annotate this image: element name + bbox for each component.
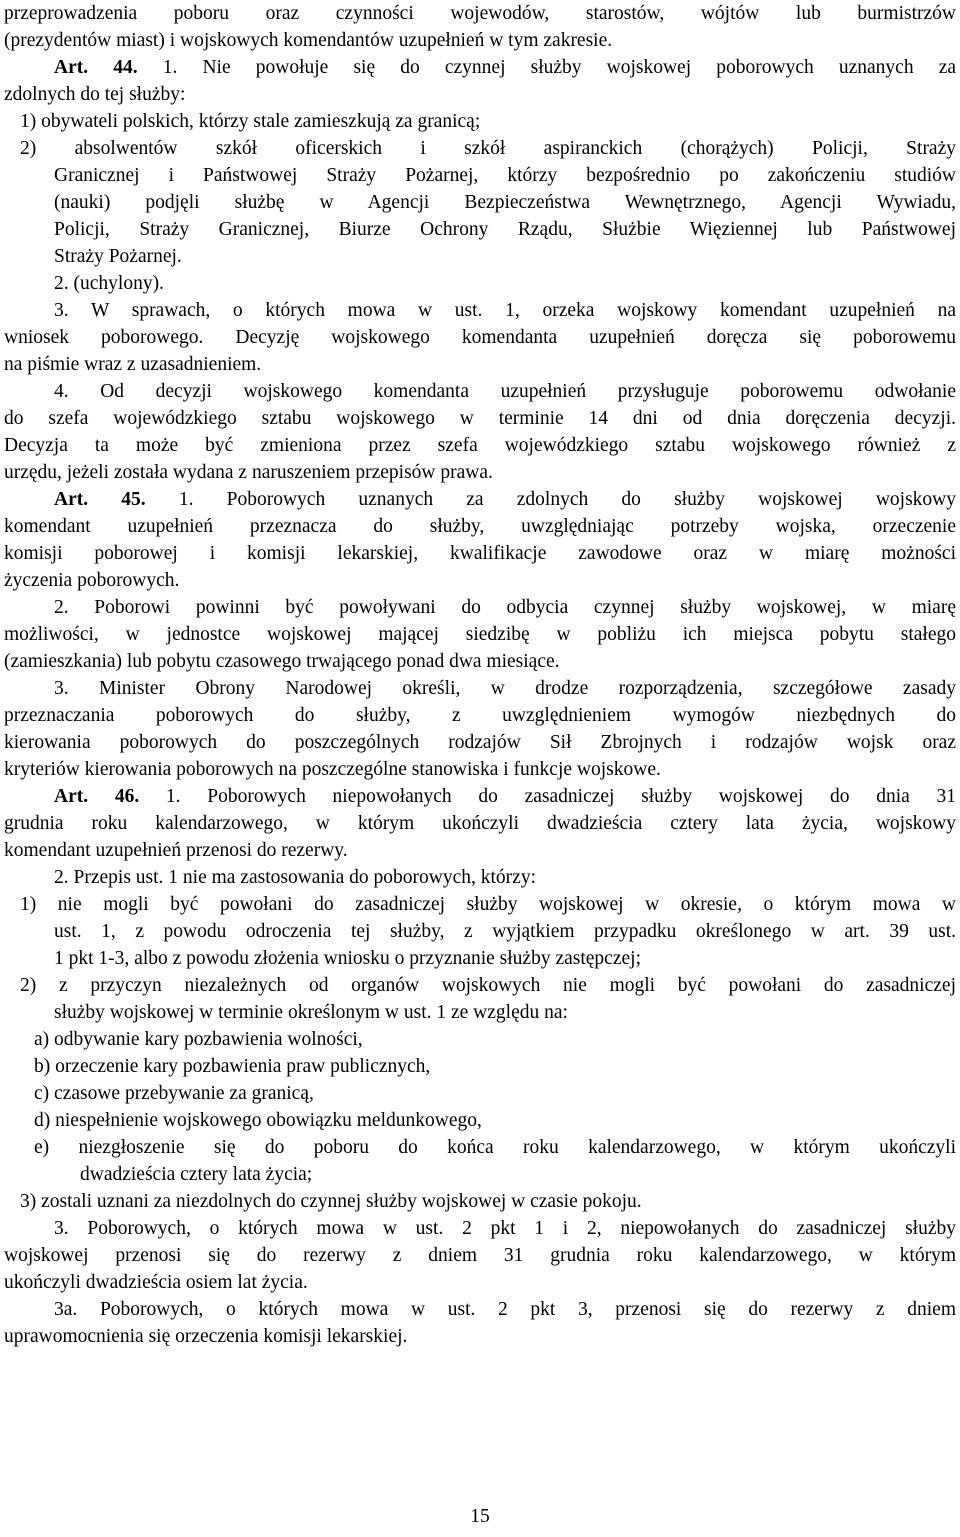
text-line: komisji poborowej i komisji lekarskiej, kwalifikacje zawodowe oraz w miarę możności — [4, 543, 956, 564]
text-line: Decyzja ta może być zmieniona przez szefa wojewódzkiego sztabu wojskowego również z — [4, 435, 956, 456]
text-line: (zamieszkania) lub pobytu czasowego trwającego ponad dwa miesiące. — [4, 651, 560, 672]
text-line: życzenia poborowych. — [4, 570, 180, 591]
text-line: wojskowej przenosi się do rezerwy z dniem 31 grudnia roku kalendarzowego, w którym — [4, 1245, 956, 1266]
text-line: uprawomocnienia się orzeczenia komisji lekarskiej. — [4, 1326, 408, 1347]
text-line: 4. Od decyzji wojskowego komendanta uzupełnień przysługuje poborowemu odwołanie — [54, 381, 956, 402]
list-item: 1) nie mogli być powołani do zasadniczej służby wojskowej w okresie, o którym mowa w — [20, 894, 956, 915]
text-line: kryteriów kierowania poborowych na poszczególne stanowiska i funkcje wojskowe. — [4, 759, 661, 780]
list-item-continuation: 1 pkt 1-3, albo z powodu złożenia wniosku o przyznanie służby zastępczej; — [54, 948, 641, 969]
list-item-continuation: ust. 1, z powodu odroczenia tej służby, z wyjątkiem przypadku określonego w art. 39 ust. — [54, 921, 956, 942]
article-number: Art. 45. — [54, 489, 146, 510]
list-item: 3) zostali uznani za niezdolnych do czynnej służby wojskowej w czasie pokoju. — [20, 1191, 642, 1212]
text-line: komendant uzupełnień przenosi do rezerwy. — [4, 840, 348, 861]
text-line: 2. (uchylony). — [54, 273, 164, 294]
text-line: Granicznej i Państwowej Straży Pożarnej, którzy bezpośrednio po zakończeniu studiów — [54, 165, 956, 186]
text-line: 3a. Poborowych, o których mowa w ust. 2 pkt 3, przenosi się do rezerwy z dniem — [54, 1299, 956, 1320]
text-line: 2. Poborowi powinni być powoływani do odbycia czynnej służby wojskowej, w miarę — [54, 597, 956, 618]
text-line: zdolnych do tej służby: — [4, 84, 186, 105]
text-line: do szefa wojewódzkiego sztabu wojskowego w terminie 14 dni od dnia doręczenia decyzji. — [4, 408, 956, 429]
text-line: możliwości, w jednostce wojskowej mającej siedzibę w pobliżu ich miejsca pobytu stałego — [4, 624, 956, 645]
text-line: na piśmie wraz z uzasadnieniem. — [4, 354, 262, 375]
text-line: 3. Poborowych, o których mowa w ust. 2 pkt 1 i 2, niepowołanych do zasadniczej służby — [54, 1218, 956, 1239]
sub-list-item-continuation: dwadzieścia cztery lata życia; — [80, 1164, 313, 1185]
text-line: grudnia roku kalendarzowego, w którym ukończyli dwadzieścia cztery lata życia, wojskowy — [4, 813, 956, 834]
text-line: (prezydentów miast) i wojskowych komendantów uzupełnień w tym zakresie. — [4, 30, 613, 51]
text-line: komendant uzupełnień przeznacza do służby, uwzględniając potrzeby wojska, orzeczenie — [4, 516, 956, 537]
text-line: ukończyli dwadzieścia osiem lat życia. — [4, 1272, 308, 1293]
text-line: Straży Pożarnej. — [54, 246, 182, 267]
text-line: Policji, Straży Granicznej, Biurze Ochrony Rządu, Służbie Więziennej lub Państwowej — [54, 219, 956, 240]
text-line: 3. W sprawach, o których mowa w ust. 1, orzeka wojskowy komendant uzupełnień na — [54, 300, 956, 321]
sub-list-item: b) orzeczenie kary pozbawienia praw publicznych, — [34, 1056, 431, 1077]
article-number: Art. 44. — [54, 57, 138, 78]
sub-list-item: d) niespełnienie wojskowego obowiązku meldunkowego, — [34, 1110, 482, 1131]
sub-list-item: c) czasowe przebywanie za granicą, — [34, 1083, 314, 1104]
list-item-continuation: służby wojskowej w terminie określonym w ust. 1 ze względu na: — [54, 1002, 568, 1023]
sub-list-item: a) odbywanie kary pozbawienia wolności, — [34, 1029, 363, 1050]
text-line: kierowania poborowych do poszczególnych rodzajów Sił Zbrojnych i rodzajów wojsk oraz — [4, 732, 956, 753]
text-line: 3. Minister Obrony Narodowej określi, w drodze rozporządzenia, szczegółowe zasady — [54, 678, 956, 699]
page-number: 15 — [470, 1506, 490, 1527]
list-item: 2) absolwentów szkół oficerskich i szkół aspiranckich (chorążych) Policji, Straży — [20, 138, 956, 159]
text-line: wniosek poborowego. Decyzję wojskowego komendanta uzupełnień doręcza się poborowemu — [4, 327, 956, 348]
article-heading-line: Art. 46. 1. Poborowych niepowołanych do zasadniczej służby wojskowej do dnia 31 — [54, 786, 956, 807]
article-heading-line: Art. 44. 1. Nie powołuje się do czynnej służby wojskowej poborowych uznanych za — [54, 57, 956, 78]
text-line: 2. Przepis ust. 1 nie ma zastosowania do poborowych, którzy: — [54, 867, 536, 888]
list-item: 1) obywateli polskich, którzy stale zamieszkują za granicą; — [20, 111, 481, 132]
text-line: (nauki) podjęli służbę w Agencji Bezpieczeństwa Wewnętrznego, Agencji Wywiadu, — [54, 192, 956, 213]
list-item: 2) z przyczyn niezależnych od organów wojskowych nie mogli być powołani do zasadniczej — [20, 975, 956, 996]
article-heading-line: Art. 45. 1. Poborowych uznanych za zdolnych do służby wojskowej wojskowy — [54, 489, 956, 510]
text-line: przeznaczania poborowych do służby, z uwzględnieniem wymogów niezbędnych do — [4, 705, 956, 726]
text-line: przeprowadzenia poboru oraz czynności wojewodów, starostów, wójtów lub burmistrzów — [4, 3, 956, 24]
sub-list-item: e) niezgłoszenie się do poboru do końca roku kalendarzowego, w którym ukończyli — [34, 1137, 956, 1158]
article-number: Art. 46. — [54, 786, 140, 807]
text-line: urzędu, jeżeli została wydana z naruszeniem przepisów prawa. — [4, 462, 493, 483]
